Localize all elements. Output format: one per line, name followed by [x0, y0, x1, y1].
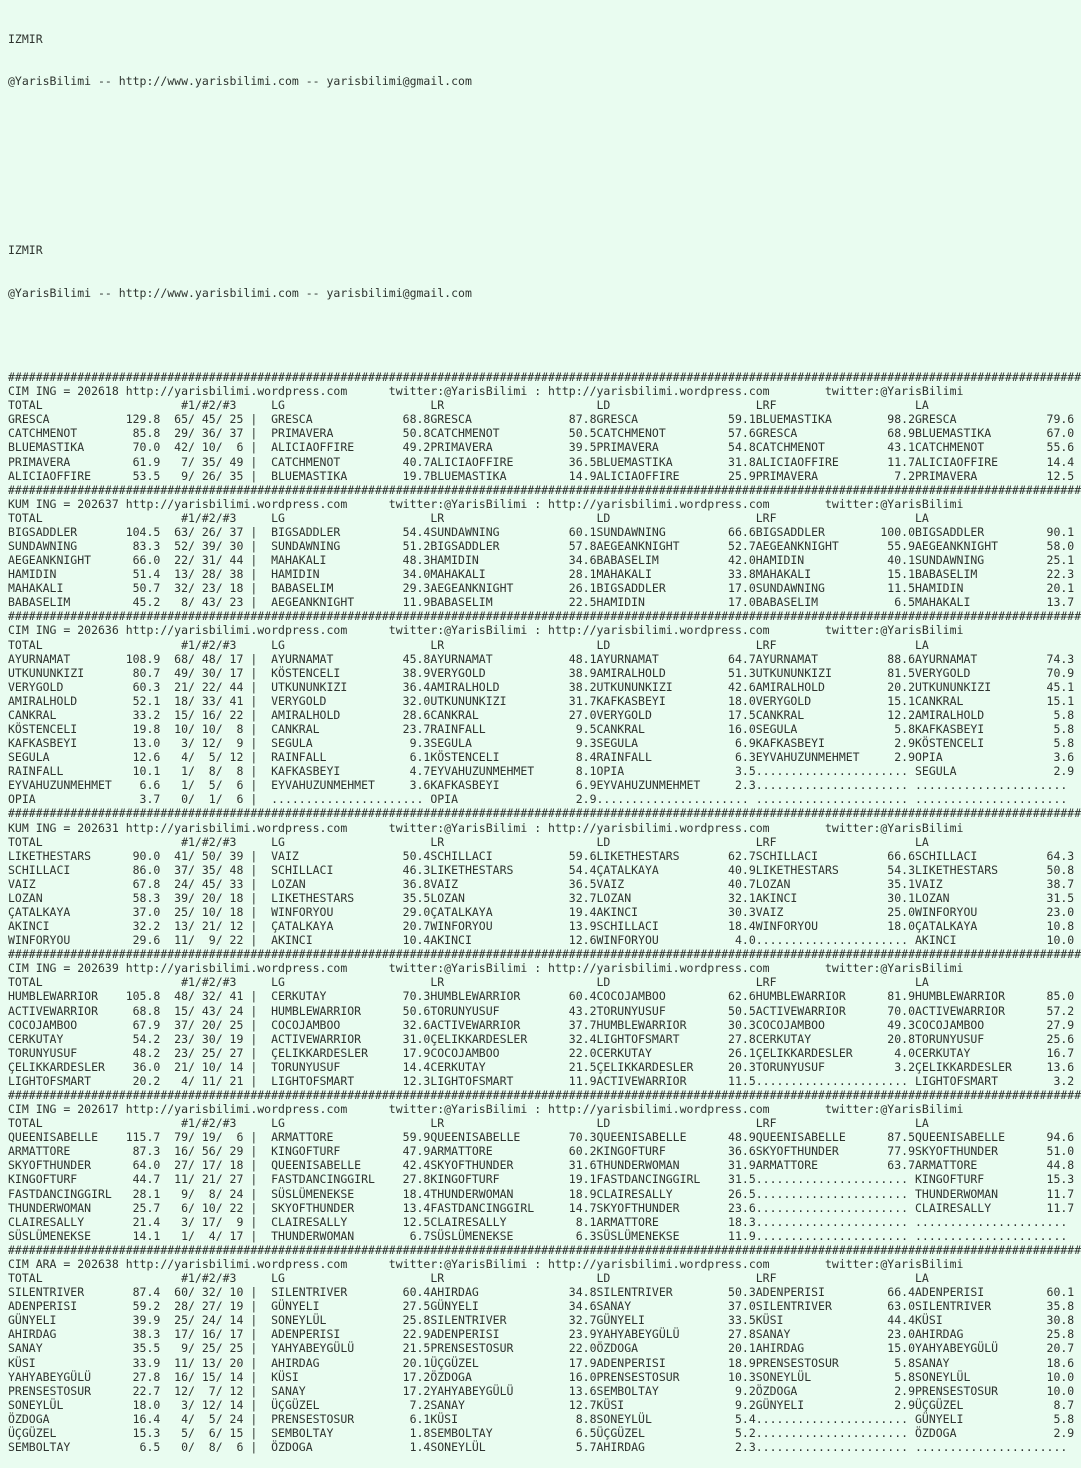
stats-row: GÜNYELI 39.9 25/ 24/ 14 | SONEYLÜL 25.8SILENTRIVER 32.7GÜNYELI 33.5KÜSI 44.4KÜSI 30.8 [8, 1313, 1075, 1328]
column-header-line: TOTAL #1/#2/#3 LG LR LD LRF LA [8, 975, 929, 990]
stats-row: MAHAKALI 50.7 32/ 23/ 18 | BABASELIM 29.3AEGEANKNIGHT 26.1BIGSADDLER 17.0SUNDAWNING 11.5HAMIDIN 20.1 [8, 581, 1075, 596]
stats-row: EYVAHUZUNMEHMET 6.6 1/ 5/ 6 | EYVAHUZUNMEHMET 3.6KAFKASBEYI 6.9EYVAHUZUNMEHMET 2.3...................... ...................... [8, 778, 1075, 793]
stats-row: BLUEMASTIKA 70.0 42/ 10/ 6 | ALICIAOFFIRE 49.2PRIMAVERA 39.5PRIMAVERA 54.8CATCHMENOT 43.1CATCHMENOT 55.6 [8, 440, 1075, 455]
stats-row: SEMBOLTAY 6.5 0/ 8/ 6 | ÖZDOGA 1.4SONEYLÜL 5.7AHIRDAG 2.3...................... ...................... [8, 1439, 1075, 1454]
section-header-line: KUM ING = 202631 http://yarisbilimi.wordpress.com twitter:@YarisBilimi : http://yarisbilimi.wordpress.com twitter:@YarisBilimi [8, 820, 964, 835]
divider-line: ########################################################################################################################################################### [8, 947, 1081, 962]
divider-line: ########################################################################################################################################################### [8, 609, 1081, 624]
stats-row: ADENPERISI 59.2 28/ 27/ 19 | GÜNYELI 27.5GÜNYELI 34.6SANAY 37.0SILENTRIVER 63.0SILENTRIVER 35.8 [8, 1299, 1075, 1314]
race-section [8, 370, 1080, 483]
divider-line: ########################################################################################################################################################### [8, 1242, 1081, 1257]
stats-row: AKINCI 32.2 13/ 21/ 12 | ÇATALKAYA 20.7WINFORYOU 13.9SCHILLACI 18.4WINFORYOU 18.0ÇATALKAYA 10.8 [8, 919, 1075, 934]
section-header-line: CIM ING = 202636 http://yarisbilimi.wordpress.com twitter:@YarisBilimi : http://yarisbilimi.wordpress.com twitter:@YarisBilimi [8, 623, 964, 638]
stats-row: BABASELIM 45.2 8/ 43/ 23 | AEGEANKNIGHT 11.9BABASELIM 22.5HAMIDIN 17.0BABASELIM 6.5MAHAKALI 13.7 [8, 595, 1075, 610]
tagline: @YarisBilimi -- http://www.yarisbilimi.com -- yarisbilimi@gmail.com [8, 74, 472, 89]
divider-line: ########################################################################################################################################################### [8, 482, 1081, 497]
stats-row: CERKUTAY 54.2 23/ 30/ 19 | ACTIVEWARRIOR 31.0ÇELIKKARDESLER 32.4LIGHTOFSMART 27.8CERKUTAY 20.8TORUNYUSUF 25.6 [8, 1031, 1075, 1046]
stats-row: LOZAN 58.3 39/ 20/ 18 | LIKETHESTARS 35.5LOZAN 32.7LOZAN 32.1AKINCI 30.1LOZAN 31.5 [8, 890, 1075, 905]
stats-row: HUMBLEWARRIOR 105.8 48/ 32/ 41 | CERKUTAY 70.3HUMBLEWARRIOR 60.4COCOJAMBOO 62.6HUMBLEWARRIOR 81.9HUMBLEWARRIOR 85.0 [8, 989, 1075, 1004]
stats-row: QUEENISABELLE 115.7 79/ 19/ 6 | ARMATTORE 59.9QUEENISABELLE 70.3QUEENISABELLE 48.9QUEENISABELLE 87.5QUEENISABELLE 94.6 [8, 1130, 1075, 1145]
race-section [8, 947, 1080, 1088]
section-header-line: CIM ING = 202639 http://yarisbilimi.wordpress.com twitter:@YarisBilimi : http://yarisbilimi.wordpress.com twitter:@YarisBilimi [8, 961, 964, 976]
stats-row: SKYOFTHUNDER 64.0 27/ 17/ 18 | QUEENISABELLE 42.4SKYOFTHUNDER 31.6THUNDERWOMAN 31.9ARMATTORE 63.7ARMATTORE 44.8 [8, 1158, 1075, 1173]
stats-row: SANAY 35.5 9/ 25/ 25 | YAHYABEYGÜLÜ 21.5PRENSESTOSUR 22.0ÖZDOGA 20.1AHIRDAG 15.0YAHYABEYGÜLÜ 20.7 [8, 1341, 1075, 1356]
stats-row: ÇELIKKARDESLER 36.0 21/ 10/ 14 | TORUNYUSUF 14.4CERKUTAY 21.5ÇELIKKARDESLER 20.3TORUNYUSUF 3.2ÇELIKKARDESLER 13.6 [8, 1059, 1075, 1074]
column-header-line: TOTAL #1/#2/#3 LG LR LD LRF LA [8, 510, 929, 525]
blank-line [8, 201, 1080, 215]
stats-row: PRENSESTOSUR 22.7 12/ 7/ 12 | SANAY 17.2YAHYABEYGÜLÜ 13.6SEMBOLTAY 9.2ÖZDOGA 2.9PRENSESTOSUR 10.0 [8, 1383, 1075, 1398]
stats-row: ALICIAOFFIRE 53.5 9/ 26/ 35 | BLUEMASTIKA 19.7BLUEMASTIKA 14.9ALICIAOFFIRE 25.9PRIMAVERA 7.2PRIMAVERA 12.5 [8, 468, 1075, 483]
stats-row: BIGSADDLER 104.5 63/ 26/ 37 | BIGSADDLER 54.4SUNDAWNING 60.1SUNDAWNING 66.6BIGSADDLER 100.0BIGSADDLER 90.1 [8, 524, 1075, 539]
stats-row: SCHILLACI 86.0 37/ 35/ 48 | SCHILLACI 46.3LIKETHESTARS 54.4ÇATALKAYA 40.9LIKETHESTARS 54.3LIKETHESTARS 50.8 [8, 862, 1075, 877]
stats-row: OPIA 3.7 0/ 1/ 6 | ...................... OPIA 2.9...................... ...................... ...................... [8, 792, 1075, 807]
stats-row: PRIMAVERA 61.9 7/ 35/ 49 | CATCHMENOT 40.7ALICIAOFFIRE 36.5BLUEMASTIKA 31.8ALICIAOFFIRE 11.7ALICIAOFFIRE 14.4 [8, 454, 1075, 469]
section-header-line: CIM ING = 202617 http://yarisbilimi.wordpress.com twitter:@YarisBilimi : http://yarisbilimi.wordpress.com twitter:@YarisBilimi [8, 1102, 964, 1117]
city-title: IZMIR [8, 243, 43, 258]
stats-row: SÜSLÜMENEKSE 14.1 1/ 4/ 17 | THUNDERWOMAN 6.7SÜSLÜMENEKSE 6.3SÜSLÜMENEKSE 11.9...................... ...................... [8, 1228, 1075, 1243]
stats-row: VERYGOLD 60.3 21/ 22/ 44 | UTKUNUNKIZI 36.4AMIRALHOLD 38.2UTKUNUNKIZI 42.6AMIRALHOLD 20.2UTKUNUNKIZI 45.1 [8, 679, 1075, 694]
stats-row: CATCHMENOT 85.8 29/ 36/ 37 | PRIMAVERA 50.8CATCHMENOT 50.5CATCHMENOT 57.6GRESCA 68.9BLUEMASTIKA 67.0 [8, 426, 1075, 441]
stats-row: ACTIVEWARRIOR 68.8 15/ 43/ 24 | HUMBLEWARRIOR 50.6TORUNYUSUF 43.2TORUNYUSUF 50.5ACTIVEWARRIOR 70.0ACTIVEWARRIOR 57.2 [8, 1003, 1075, 1018]
stats-row: LIGHTOFSMART 20.2 4/ 11/ 21 | LIGHTOFSMART 12.3LIGHTOFSMART 11.9ACTIVEWARRIOR 11.5...................... LIGHTOFSMART 3.2 [8, 1073, 1075, 1088]
stats-row: ÇATALKAYA 37.0 25/ 10/ 18 | WINFORYOU 29.0ÇATALKAYA 19.4AKINCI 30.3VAIZ 25.0WINFORYOU 23.0 [8, 905, 1075, 919]
stats-row: SEGULA 12.6 4/ 5/ 12 | RAINFALL 6.1KÖSTENCELI 8.4RAINFALL 6.3EYVAHUZUNMEHMET 2.9OPIA 3.6 [8, 750, 1075, 765]
stats-row: SONEYLÜL 18.0 3/ 12/ 14 | ÜÇGÜZEL 7.2SANAY 12.7KÜSI 9.2GÜNYELI 2.9ÜÇGÜZEL 8.7 [8, 1397, 1075, 1412]
stats-row: KÜSI 33.9 11/ 13/ 20 | AHIRDAG 20.1ÜÇGÜZEL 17.9ADENPERISI 18.9PRENSESTOSUR 5.8SANAY 18.6 [8, 1355, 1075, 1370]
stats-row: CANKRAL 33.2 15/ 16/ 22 | AMIRALHOLD 28.6CANKRAL 27.0VERYGOLD 17.5CANKRAL 12.2AMIRALHOLD 5.8 [8, 707, 1075, 722]
blank-line [8, 328, 1080, 342]
stats-row: AEGEANKNIGHT 66.0 22/ 31/ 44 | MAHAKALI 48.3HAMIDIN 34.6BABASELIM 42.0HAMIDIN 40.1SUNDAWNING 25.1 [8, 553, 1075, 568]
stats-row: RAINFALL 10.1 1/ 8/ 8 | KAFKASBEYI 4.7EYVAHUZUNMEHMET 8.1OPIA 3.5...................... SEGULA 2.9 [8, 764, 1075, 779]
stats-row: CLAIRESALLY 21.4 3/ 17/ 9 | CLAIRESALLY 12.5CLAIRESALLY 8.1ARMATTORE 18.3...................... ...................... [8, 1214, 1075, 1229]
section-header-line: CIM ARA = 202638 http://yarisbilimi.wordpress.com twitter:@YarisBilimi : http://yarisbilimi.wordpress.com twitter:@YarisBilimi [8, 1256, 964, 1271]
race-section [8, 1243, 1080, 1454]
race-section [8, 1088, 1080, 1243]
stats-row: WINFORYOU 29.6 11/ 9/ 22 | AKINCI 10.4AKINCI 12.6WINFORYOU 4.0...................... AKINCI 10.0 [8, 933, 1075, 948]
stats-row: SILENTRIVER 87.4 60/ 32/ 10 | SILENTRIVER 60.4AHIRDAG 34.8SILENTRIVER 50.3ADENPERISI 66.4ADENPERISI 60.1 [8, 1285, 1075, 1300]
column-header-line: TOTAL #1/#2/#3 LG LR LD LRF LA [8, 398, 929, 413]
tagline: @YarisBilimi -- http://www.yarisbilimi.com -- yarisbilimi@gmail.com [8, 285, 472, 300]
stats-row: AYURNAMAT 108.9 68/ 48/ 17 | AYURNAMAT 45.8AYURNAMAT 48.1AYURNAMAT 64.7AYURNAMAT 88.6AYURNAMAT 74.3 [8, 651, 1075, 666]
stats-row: COCOJAMBOO 67.9 37/ 20/ 25 | COCOJAMBOO 32.6ACTIVEWARRIOR 37.7HUMBLEWARRIOR 30.3COCOJAMBOO 49.3COCOJAMBOO 27.9 [8, 1017, 1075, 1032]
column-header-line: TOTAL #1/#2/#3 LG LR LD LRF LA [8, 834, 929, 849]
race-section [8, 483, 1080, 610]
stats-row: GRESCA 129.8 65/ 45/ 25 | GRESCA 68.8GRESCA 87.8GRESCA 59.1BLUEMASTIKA 98.2GRESCA 79.6 [8, 412, 1075, 427]
stats-row: AMIRALHOLD 52.1 18/ 33/ 41 | VERYGOLD 32.0UTKUNUNKIZI 31.7KAFKASBEYI 18.0VERYGOLD 15.1CANKRAL 15.1 [8, 693, 1075, 708]
stats-row: KAFKASBEYI 13.0 3/ 12/ 9 | SEGULA 9.3SEGULA 9.3SEGULA 6.9KAFKASBEYI 2.9KÖSTENCELI 5.8 [8, 736, 1075, 751]
section-header-line: KUM ING = 202637 http://yarisbilimi.wordpress.com twitter:@YarisBilimi : http://yarisbilimi.wordpress.com twitter:@YarisBilimi [8, 496, 964, 511]
stats-row: KÖSTENCELI 19.8 10/ 10/ 8 | CANKRAL 23.7RAINFALL 9.5CANKRAL 16.0SEGULA 5.8KAFKASBEYI 5.8 [8, 721, 1075, 736]
divider-line: ########################################################################################################################################################### [8, 1088, 1081, 1103]
race-sections [8, 370, 1080, 1454]
column-header-line: TOTAL #1/#2/#3 LG LR LD LRF LA [8, 637, 929, 652]
stats-row: TORUNYUSUF 48.2 23/ 25/ 27 | ÇELIKKARDESLER 17.9COCOJAMBOO 22.0CERKUTAY 26.1ÇELIKKARDESLER 4.0CERKUTAY 16.7 [8, 1045, 1075, 1060]
blank-line [8, 117, 1080, 131]
stats-row: UTKUNUNKIZI 80.7 49/ 30/ 17 | KÖSTENCELI 38.9VERYGOLD 38.9AMIRALHOLD 51.3UTKUNUNKIZI 81.5VERYGOLD 70.9 [8, 665, 1075, 680]
blank-line [8, 159, 1080, 173]
stats-row: ÜÇGÜZEL 15.3 5/ 6/ 15 | SEMBOLTAY 1.8SEMBOLTAY 6.5ÜÇGÜZEL 5.2...................... ÖZDOGA 2.9 [8, 1425, 1075, 1440]
stats-row: ÖZDOGA 16.4 4/ 5/ 24 | PRENSESTOSUR 6.1KÜSI 8.8SONEYLÜL 5.4...................... GÜNYELI 5.8 [8, 1411, 1075, 1426]
stats-row: VAIZ 67.8 24/ 45/ 33 | LOZAN 36.8VAIZ 36.5VAIZ 40.7LOZAN 35.1VAIZ 38.7 [8, 876, 1075, 891]
section-header-line: CIM ING = 202618 http://yarisbilimi.wordpress.com twitter:@YarisBilimi : http://yarisbilimi.wordpress.com twitter:@YarisBilimi [8, 384, 964, 399]
column-header-line: TOTAL #1/#2/#3 LG LR LD LRF LA [8, 1271, 929, 1286]
stats-row: ARMATTORE 87.3 16/ 56/ 29 | KINGOFTURF 47.9ARMATTORE 60.2KINGOFTURF 36.6SKYOFTHUNDER 77.9SKYOFTHUNDER 51.0 [8, 1144, 1075, 1159]
column-header-line: TOTAL #1/#2/#3 LG LR LD LRF LA [8, 1116, 929, 1131]
race-section [8, 609, 1080, 806]
city-title: IZMIR [8, 32, 43, 47]
stats-row: THUNDERWOMAN 25.7 6/ 10/ 22 | SKYOFTHUNDER 13.4FASTDANCINGGIRL 14.7SKYOFTHUNDER 23.6...................... CLAIRESALLY 11.7 [8, 1200, 1075, 1215]
divider-line: ########################################################################################################################################################### [8, 370, 1081, 385]
stats-row: AHIRDAG 38.3 17/ 16/ 17 | ADENPERISI 22.9ADENPERISI 23.9YAHYABEYGÜLÜ 27.8SANAY 23.0AHIRDAG 25.8 [8, 1327, 1075, 1342]
race-section [8, 806, 1080, 947]
stats-row: FASTDANCINGGIRL 28.1 9/ 8/ 24 | SÜSLÜMENEKSE 18.4THUNDERWOMAN 18.9CLAIRESALLY 26.5...................... THUNDERWOMAN 11.7 [8, 1186, 1075, 1201]
stats-row: HAMIDIN 51.4 13/ 28/ 38 | HAMIDIN 34.0MAHAKALI 28.1MAHAKALI 33.8MAHAKALI 15.1BABASELIM 22.3 [8, 567, 1075, 582]
stats-row: LIKETHESTARS 90.0 41/ 50/ 39 | VAIZ 50.4SCHILLACI 59.6LIKETHESTARS 62.7SCHILLACI 66.6SCHILLACI 64.3 [8, 848, 1075, 863]
stats-row: YAHYABEYGÜLÜ 27.8 16/ 15/ 14 | KÜSI 17.2ÖZDOGA 16.0PRENSESTOSUR 10.3SONEYLÜL 5.8SONEYLÜL 10.0 [8, 1369, 1075, 1384]
divider-line: ########################################################################################################################################################### [8, 806, 1081, 821]
stats-row: KINGOFTURF 44.7 11/ 21/ 27 | FASTDANCINGGIRL 27.8KINGOFTURF 19.1FASTDANCINGGIRL 31.5...................... KINGOFTURF 15.3 [8, 1172, 1075, 1187]
stats-row: SUNDAWNING 83.3 52/ 39/ 30 | SUNDAWNING 51.2BIGSADDLER 57.8AEGEANKNIGHT 52.7AEGEANKNIGHT 55.9AEGEANKNIGHT 58.0 [8, 538, 1075, 553]
